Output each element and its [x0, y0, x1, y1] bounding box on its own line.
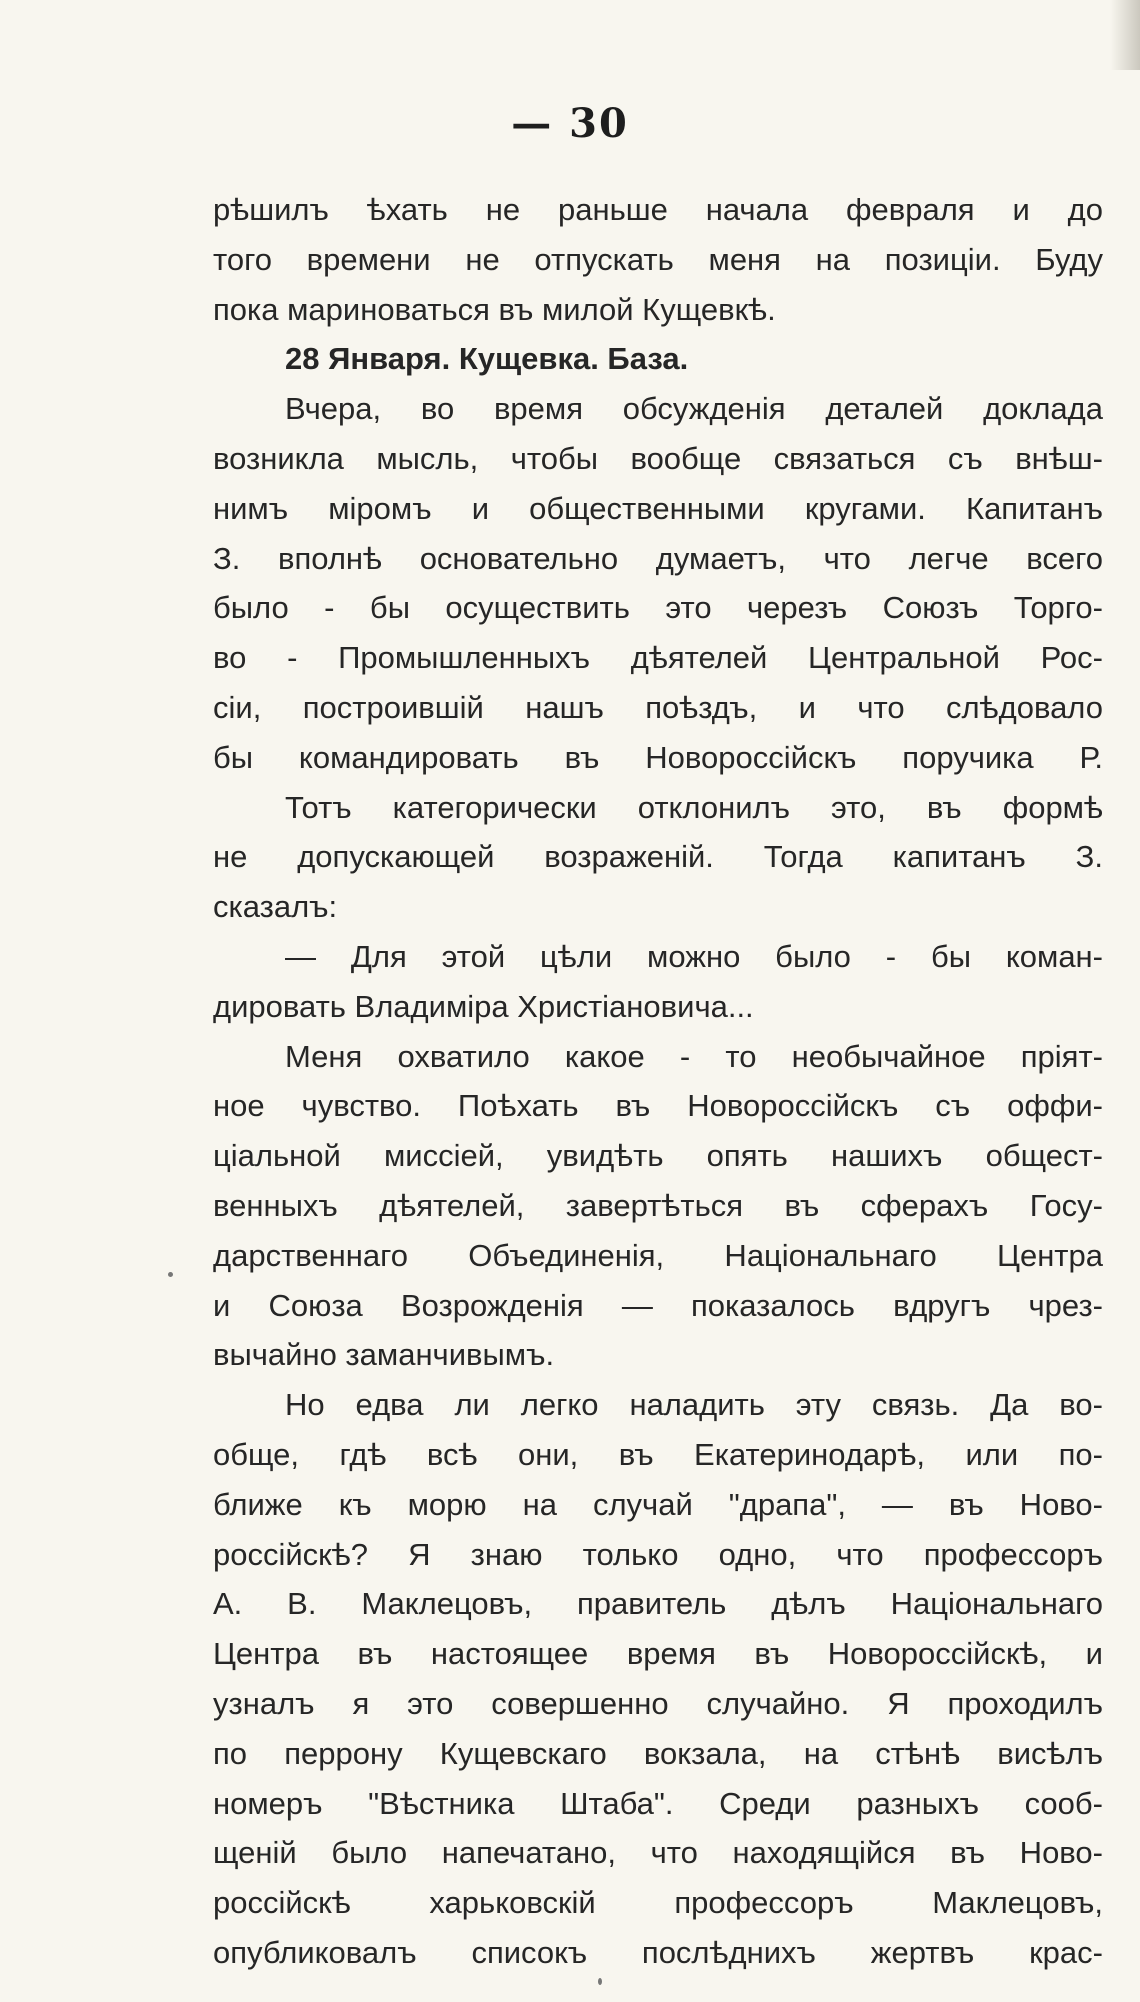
text-line: россійскѣ? Я знаю только одно, что профессоръ: [213, 1536, 1103, 1572]
text-line: дарственнаго Объединенія, Національнаго Центра: [213, 1237, 1103, 1273]
text-line: россійскѣ харьковскій профессоръ Маклецовъ,: [213, 1885, 1103, 1921]
text-line: А. В. Маклецовъ, правитель дѣлъ Національнаго: [213, 1586, 1103, 1622]
text-line: венныхъ дѣятелей, завертѣться въ сферахъ Госу-: [213, 1187, 1103, 1223]
text-line: сіи, построившій нашъ поѣздъ, и что слѣдовало: [213, 689, 1103, 725]
text-line: опубликовалъ списокъ послѣднихъ жертвъ крас-: [213, 1934, 1103, 1970]
text-line: было - бы осуществить это черезъ Союзъ Торго-: [213, 590, 1103, 626]
text-line: нимъ міромъ и общественными кругами. Капитанъ: [213, 490, 1103, 526]
text-line: ціальной миссіей, увидѣть опять нашихъ общест-: [213, 1138, 1103, 1174]
text-line: сказалъ:: [213, 889, 338, 925]
text-line: ное чувство. Поѣхать въ Новороссійскъ съ оффи-: [213, 1088, 1103, 1124]
text-line: — Для этой цѣли можно было - бы коман-: [285, 938, 1103, 974]
print-speck: [168, 1272, 173, 1277]
text-line: узналъ я это совершенно случайно. Я проходилъ: [213, 1685, 1103, 1721]
text-line: вычайно заманчивымъ.: [213, 1337, 555, 1373]
text-line: щеній было напечатано, что находящійся въ Ново-: [213, 1835, 1103, 1871]
text-line: Но едва ли легко наладить эту связь. Да во-: [285, 1387, 1103, 1423]
text-line: пока мариноваться въ милой Кущевкѣ.: [213, 291, 776, 327]
text-line: во - Промышленныхъ дѣятелей Центральной Рос-: [213, 640, 1103, 676]
page-number: — 30: [511, 100, 629, 147]
text-line: бы командировать въ Новороссійскъ поручика Р.: [213, 739, 1103, 775]
text-line: номеръ "Вѣстника Штаба". Среди разныхъ сооб-: [213, 1785, 1103, 1821]
print-speck: [598, 1978, 602, 1985]
text-line: З. вполнѣ основательно думаетъ, что легче всего: [213, 540, 1103, 576]
text-line: дировать Владиміра Христіановича...: [213, 988, 754, 1024]
text-line: рѣшилъ ѣхать не раньше начала февраля и до: [213, 192, 1103, 227]
text-line: Меня охватило какое - то необычайное пріят-: [285, 1038, 1103, 1074]
entry-heading: 28 Января. Кущевка. База.: [285, 341, 689, 377]
text-line: обще, гдѣ всѣ они, въ Екатеринодарѣ, или по-: [213, 1436, 1103, 1472]
body-text: [213, 185, 1103, 1978]
page-edge-shadow: [1110, 0, 1140, 70]
text-line: того времени не отпускать меня на позиціи. Буду: [213, 241, 1103, 277]
text-line: Тотъ категорически отклонилъ это, въ формѣ: [285, 789, 1103, 825]
text-line: не допускающей возраженій. Тогда капитанъ З.: [213, 839, 1103, 875]
text-line: возникла мысль, чтобы вообще связаться съ внѣш-: [213, 440, 1103, 476]
text-line: и Союза Возрожденія — показалось вдругъ чрез-: [213, 1287, 1103, 1323]
text-line: по перрону Кущевскаго вокзала, на стѣнѣ висѣлъ: [213, 1735, 1103, 1771]
text-line: ближе къ морю на случай "драпа", — въ Ново-: [213, 1486, 1103, 1522]
text-line: Вчера, во время обсужденія деталей доклада: [285, 391, 1103, 427]
text-line: Центра въ настоящее время въ Новороссійскѣ, и: [213, 1636, 1103, 1672]
